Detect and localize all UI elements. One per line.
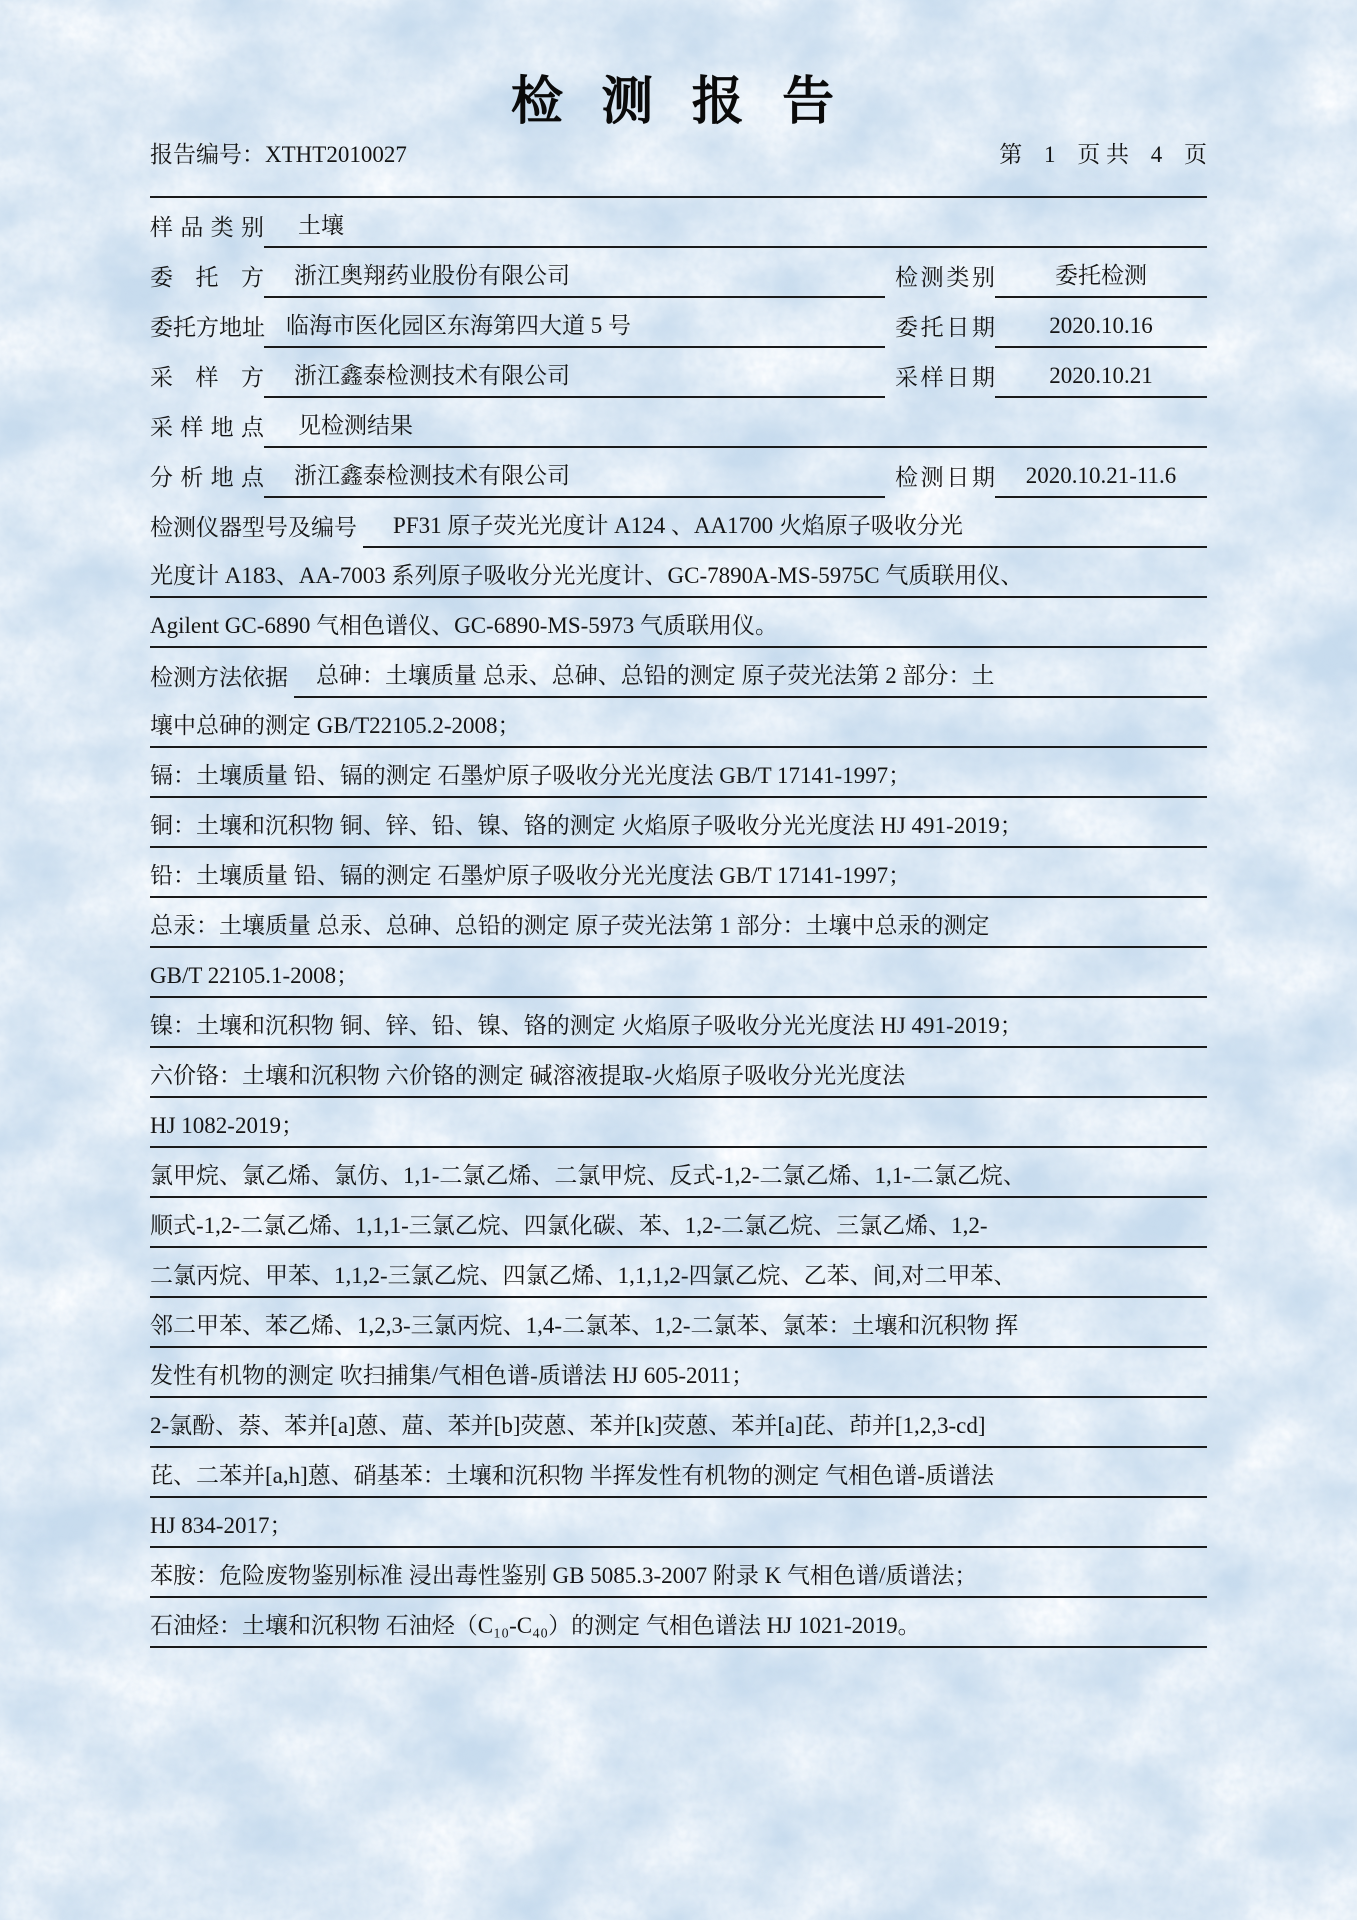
client-address-value: 临海市医化园区东海第四大道 5 号 [264,312,885,348]
methods-line-14: 邻二甲苯、苯乙烯、1,2,3-三氯丙烷、1,4-二氯苯、1,2-二氯苯、氯苯：土壤和沉积物 挥 [150,1312,1207,1348]
commission-date-value: 2020.10.16 [995,312,1207,348]
client-value: 浙江奥翔药业股份有限公司 [264,262,885,298]
methods-line-13: 二氯丙烷、甲苯、1,1,2-三氯乙烷、四氯乙烯、1,1,1,2-四氯乙烷、乙苯、间,对二甲苯、 [150,1262,1207,1298]
sampling-location-label: 采样地点 [150,415,264,440]
methods-line-9: 六价铬：土壤和沉积物 六价铬的测定 碱溶液提取-火焰原子吸收分光光度法 [150,1062,1207,1098]
methods-line-12: 顺式-1,2-二氯乙烯、1,1,1-三氯乙烷、四氯化碳、苯、1,2-二氯乙烷、三氯乙烯、1,2- [150,1212,1207,1248]
sampling-date-value: 2020.10.21 [995,362,1207,398]
field-row-analysis-location [150,448,1207,498]
methods-line-15: 发性有机物的测定 吹扫捕集/气相色谱-质谱法 HJ 605-2011； [150,1362,1207,1398]
page-prefix: 第 [999,142,1023,167]
page-current: 1 [1044,142,1056,167]
methods-line-17: 芘、二苯并[a,h]蒽、硝基苯：土壤和沉积物 半挥发性有机物的测定 气相色谱-质谱法 [150,1462,1207,1498]
field-row-client [150,248,1207,298]
methods-line-11: 氯甲烷、氯乙烯、氯仿、1,1-二氯乙烯、二氯甲烷、反式-1,2-二氯乙烯、1,1-二氯乙烷、 [150,1162,1207,1198]
methods-line-20: 石油烃：土壤和沉积物 石油烃（C₁₀-C₄₀）的测定 气相色谱法 HJ 1021-2019。 [150,1612,1207,1648]
methods-row-continued [150,1098,1207,1148]
sample-type-label: 样品类别 [150,215,264,240]
methods-line-3: 镉：土壤质量 铅、镉的测定 石墨炉原子吸收分光光度法 GB/T 17141-1997； [150,762,1207,798]
report-title: 检 测 报 告 [510,73,847,131]
sampling-party-label: 采 样 方 [150,365,264,390]
methods-line-2: 壤中总砷的测定 GB/T22105.2-2008； [150,712,1207,748]
methods-row-continued [150,1148,1207,1198]
methods-row-continued [150,948,1207,998]
methods-line-7: GB/T 22105.1-2008； [150,962,1207,998]
methods-line-19: 苯胺：危险废物鉴别标准 浸出毒性鉴别 GB 5085.3-2007 附录 K 气相色谱/质谱法； [150,1562,1207,1598]
report-number-label: 报告编号： [150,142,265,167]
client-address-label: 委托方地址 [150,315,265,340]
methods-row-continued [150,898,1207,948]
instruments-line-2: 光度计 A183、AA-7003 系列原子吸收分光光度计、GC-7890A-MS-5975C 气质联用仪、 [150,562,1207,598]
instruments-label: 检测仪器型号及编号 [150,515,357,540]
methods-line-8: 镍：土壤和沉积物 铜、锌、铅、镍、铬的测定 火焰原子吸收分光光度法 HJ 491-2019； [150,1012,1207,1048]
field-row-client-address [150,298,1207,348]
methods-row-continued [150,1298,1207,1348]
analysis-location-value: 浙江鑫泰检测技术有限公司 [264,462,885,498]
page-total: 4 [1150,142,1163,167]
methods-row-continued [150,1348,1207,1398]
methods-row-continued [150,798,1207,848]
test-category-value: 委托检测 [995,262,1207,298]
methods-line-6: 总汞：土壤质量 总汞、总砷、总铅的测定 原子荧光法第 1 部分：土壤中总汞的测定 [150,912,1207,948]
field-row-sample-type [150,198,1207,248]
methods-label: 检测方法依据 [150,665,288,690]
methods-line-5: 铅：土壤质量 铅、镉的测定 石墨炉原子吸收分光光度法 GB/T 17141-1997； [150,862,1207,898]
methods-line-4: 铜：土壤和沉积物 铜、锌、铅、镍、铬的测定 火焰原子吸收分光光度法 HJ 491-2019； [150,812,1207,848]
instruments-line-3: Agilent GC-6890 气相色谱仪、GC-6890-MS-5973 气质联用仪。 [150,612,1207,648]
report-number-value: XTHT2010027 [265,142,407,167]
methods-line-16: 2-氯酚、萘、苯并[a]蒽、䓛、苯并[b]荧蒽、苯并[k]荧蒽、苯并[a]芘、茚并[1,2,3-cd] [150,1412,1207,1448]
page-indicator [999,141,1207,170]
report-meta-row [150,141,1207,170]
methods-row-continued [150,1198,1207,1248]
methods-row-continued [150,1248,1207,1298]
methods-row-continued [150,748,1207,798]
client-label: 委 托 方 [150,265,264,290]
methods-line-10: HJ 1082-2019； [150,1112,1207,1148]
methods-row-continued [150,698,1207,748]
methods-row-continued [150,1048,1207,1098]
instruments-line-1: PF31 原子荧光光度计 A124 、AA1700 火焰原子吸收分光 [363,512,1207,548]
report-number [150,141,407,170]
sampling-date-label: 采样日期 [895,365,995,390]
instruments-row [150,498,1207,548]
methods-row-continued [150,848,1207,898]
field-row-sampling-party [150,348,1207,398]
methods-row-continued [150,1548,1207,1598]
page-suffix: 页 [1184,142,1207,167]
methods-row [150,648,1207,698]
instruments-row-continued [150,548,1207,598]
analysis-location-label: 分析地点 [150,465,264,490]
methods-line-18: HJ 834-2017； [150,1512,1207,1548]
sample-type-value: 土壤 [264,212,1207,248]
methods-row-continued [150,1448,1207,1498]
methods-row-continued [150,1498,1207,1548]
methods-row-continued [150,998,1207,1048]
test-date-value: 2020.10.21-11.6 [995,462,1207,498]
field-row-sampling-location [150,398,1207,448]
sampling-location-value: 见检测结果 [264,412,1207,448]
test-category-label: 检测类别 [895,265,995,290]
sampling-party-value: 浙江鑫泰检测技术有限公司 [264,362,885,398]
report-content [150,70,1207,1648]
methods-row-continued [150,1398,1207,1448]
instruments-row-continued [150,598,1207,648]
methods-line-1: 总砷：土壤质量 总汞、总砷、总铅的测定 原子荧光法第 2 部分：土 [294,662,1207,698]
test-date-label: 检测日期 [895,465,995,490]
page-middle: 页 共 [1077,142,1129,167]
commission-date-label: 委托日期 [895,315,995,340]
methods-row-continued [150,1598,1207,1648]
